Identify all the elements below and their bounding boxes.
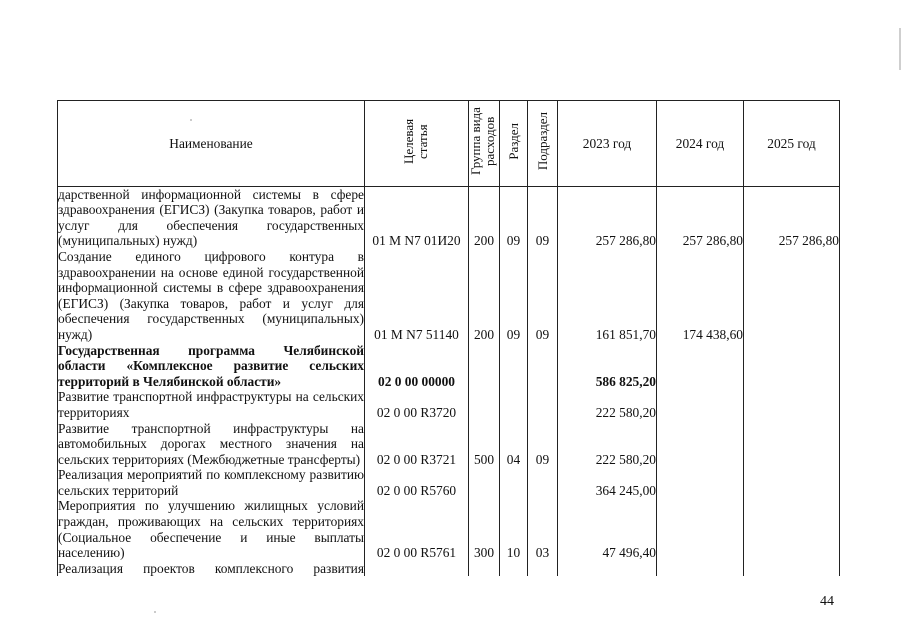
header-target-article: Целевая статья — [365, 101, 469, 187]
row-2024 — [657, 343, 744, 390]
table-row — [58, 249, 840, 343]
table-row — [58, 467, 840, 498]
row-2024 — [657, 421, 744, 468]
row-section — [500, 467, 528, 498]
row-subsection: 09 — [528, 186, 558, 249]
table-row — [58, 186, 840, 249]
row-expense-group — [469, 561, 500, 577]
table-row — [58, 498, 840, 560]
row-target-article: 02 0 00 00000 — [365, 343, 469, 390]
table-row — [58, 389, 840, 420]
row-name: Мероприятия по улучшению жилищных условий граждан, проживающих на сельских территориях (Социальное обеспечение и иные выплаты населению) — [58, 498, 364, 561]
row-2024: 257 286,80 — [657, 186, 744, 249]
scan-speck — [154, 611, 156, 613]
row-expense-group — [469, 343, 500, 390]
row-2025 — [744, 249, 840, 343]
row-expense-group: 200 — [469, 186, 500, 249]
row-2025 — [744, 467, 840, 498]
row-2024 — [657, 498, 744, 560]
row-section — [500, 561, 528, 577]
row-2023: 364 245,00 — [558, 467, 657, 498]
row-section — [500, 343, 528, 390]
row-2025 — [744, 389, 840, 420]
row-subsection: 03 — [528, 498, 558, 560]
table-row-program — [58, 343, 840, 390]
row-2023: 222 580,20 — [558, 421, 657, 468]
row-section: 04 — [500, 421, 528, 468]
header-name: Наименование — [58, 101, 365, 187]
row-target-article: 01 M N7 51140 — [365, 249, 469, 343]
header-year-2023: 2023 год — [558, 101, 657, 187]
header-subsection: Подраздел — [528, 101, 558, 187]
row-2025 — [744, 498, 840, 560]
row-2024 — [657, 561, 744, 577]
row-section — [500, 389, 528, 420]
row-2024 — [657, 389, 744, 420]
row-target-article: 02 0 00 R5761 — [365, 498, 469, 560]
row-2023: 47 496,40 — [558, 498, 657, 560]
row-subsection: 09 — [528, 421, 558, 468]
row-section: 09 — [500, 186, 528, 249]
scan-edge-mark — [899, 28, 901, 70]
header-expense-group: Группа вида расходов — [469, 101, 500, 187]
row-expense-group: 500 — [469, 421, 500, 468]
row-subsection — [528, 343, 558, 390]
row-subsection: 09 — [528, 249, 558, 343]
header-section: Раздел — [500, 101, 528, 187]
budget-table — [57, 100, 840, 576]
row-name: Государственная программа Челябинской области «Комплексное развитие сельских территорий в Челябинской области» — [58, 342, 364, 389]
header-year-2024: 2024 год — [657, 101, 744, 187]
row-subsection — [528, 389, 558, 420]
row-2024: 174 438,60 — [657, 249, 744, 343]
row-target-article — [365, 561, 469, 577]
row-2023: 222 580,20 — [558, 389, 657, 420]
row-2023: 161 851,70 — [558, 249, 657, 343]
table-row — [58, 421, 840, 468]
page-number: 44 — [820, 594, 834, 609]
row-2023 — [558, 561, 657, 577]
row-target-article: 01 M N7 01И20 — [365, 186, 469, 249]
row-expense-group — [469, 467, 500, 498]
row-target-article: 02 0 00 R5760 — [365, 467, 469, 498]
row-target-article: 02 0 00 R3720 — [365, 389, 469, 420]
row-2023: 257 286,80 — [558, 186, 657, 249]
row-subsection — [528, 467, 558, 498]
row-subsection — [528, 561, 558, 577]
row-2025 — [744, 343, 840, 390]
row-2024 — [657, 467, 744, 498]
row-expense-group: 200 — [469, 249, 500, 343]
row-section: 10 — [500, 498, 528, 560]
row-expense-group — [469, 389, 500, 420]
row-target-article: 02 0 00 R3721 — [365, 421, 469, 468]
row-name: дарственной информационной системы в сфере здравоохранения (ЕГИСЗ) (Закупка товаров, работ и услуг для обеспечения государственных (муниципальных) нужд) — [58, 186, 364, 249]
row-2025 — [744, 561, 840, 577]
row-name: Реализация мероприятий по комплексному развитию сельских территорий — [58, 467, 364, 498]
row-2025 — [744, 421, 840, 468]
row-2023: 586 825,20 — [558, 343, 657, 390]
row-section: 09 — [500, 249, 528, 343]
row-2025: 257 286,80 — [744, 186, 840, 249]
row-name: Развитие транспортной инфраструктуры на сельских территориях — [58, 389, 364, 420]
row-name: Развитие транспортной инфраструктуры на автомобильных дорогах местного значения на сельских территориях (Межбюджетные трансферты) — [58, 420, 364, 467]
row-name: Реализация проектов комплексного развития — [58, 560, 364, 576]
row-name: Создание единого цифрового контура в здравоохранении на основе единой государственной информационной системы в сфере здравоохранения (ЕГИСЗ) (Закупка товаров, работ и услуг для обеспечения государственных (муниципальных) нужд) — [58, 248, 364, 342]
row-expense-group: 300 — [469, 498, 500, 560]
header-year-2025: 2025 год — [744, 101, 840, 187]
table-header-row — [58, 101, 840, 187]
table-row-partial — [58, 561, 840, 577]
